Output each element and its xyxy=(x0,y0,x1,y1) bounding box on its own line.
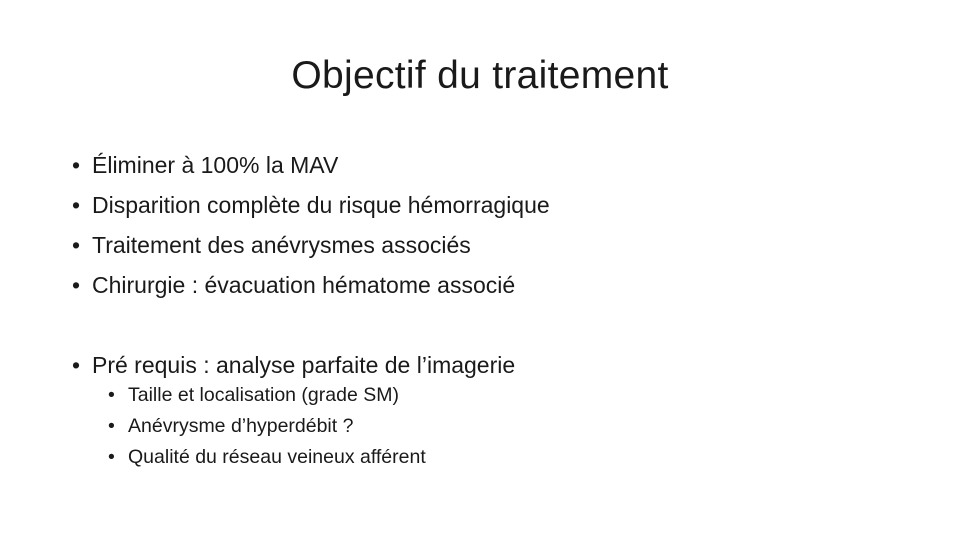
bullet-text: Disparition complète du risque hémorragique xyxy=(92,192,550,218)
bullet-marker: • xyxy=(72,272,81,298)
bullet-marker: • xyxy=(72,192,81,218)
sub-bullet-marker: • xyxy=(108,446,115,468)
bullet-marker: • xyxy=(72,152,81,178)
slide-title: Objectif du traitement xyxy=(291,54,669,97)
bullet-text: Pré requis : analyse parfaite de l’imagerie xyxy=(92,352,516,378)
bullet-item xyxy=(72,345,892,385)
sub-bullet-item xyxy=(108,442,808,473)
bullet-item xyxy=(72,265,892,305)
bullet-text: Éliminer à 100% la MAV xyxy=(92,152,339,178)
bullet-text: Chirurgie : évacuation hématome associé xyxy=(92,272,516,298)
sub-bullet-marker: • xyxy=(108,384,115,406)
sub-bullet-item xyxy=(108,380,808,411)
bullet-marker: • xyxy=(72,352,81,378)
bullet-text: Traitement des anévrysmes associés xyxy=(92,232,471,258)
bullet-marker: • xyxy=(72,232,81,258)
sub-bullet-marker: • xyxy=(108,415,115,437)
sub-bullet-text: Taille et localisation (grade SM) xyxy=(128,384,399,406)
sub-bullet-list xyxy=(108,380,808,473)
bullet-item xyxy=(72,145,892,185)
sub-bullet-item xyxy=(108,411,808,442)
sub-bullet-text: Qualité du réseau veineux afférent xyxy=(128,446,426,468)
sub-bullet-text: Anévrysme d’hyperdébit ? xyxy=(128,415,354,437)
bullet-item xyxy=(72,185,892,225)
bullet-list xyxy=(72,145,892,385)
bullet-item xyxy=(72,225,892,265)
